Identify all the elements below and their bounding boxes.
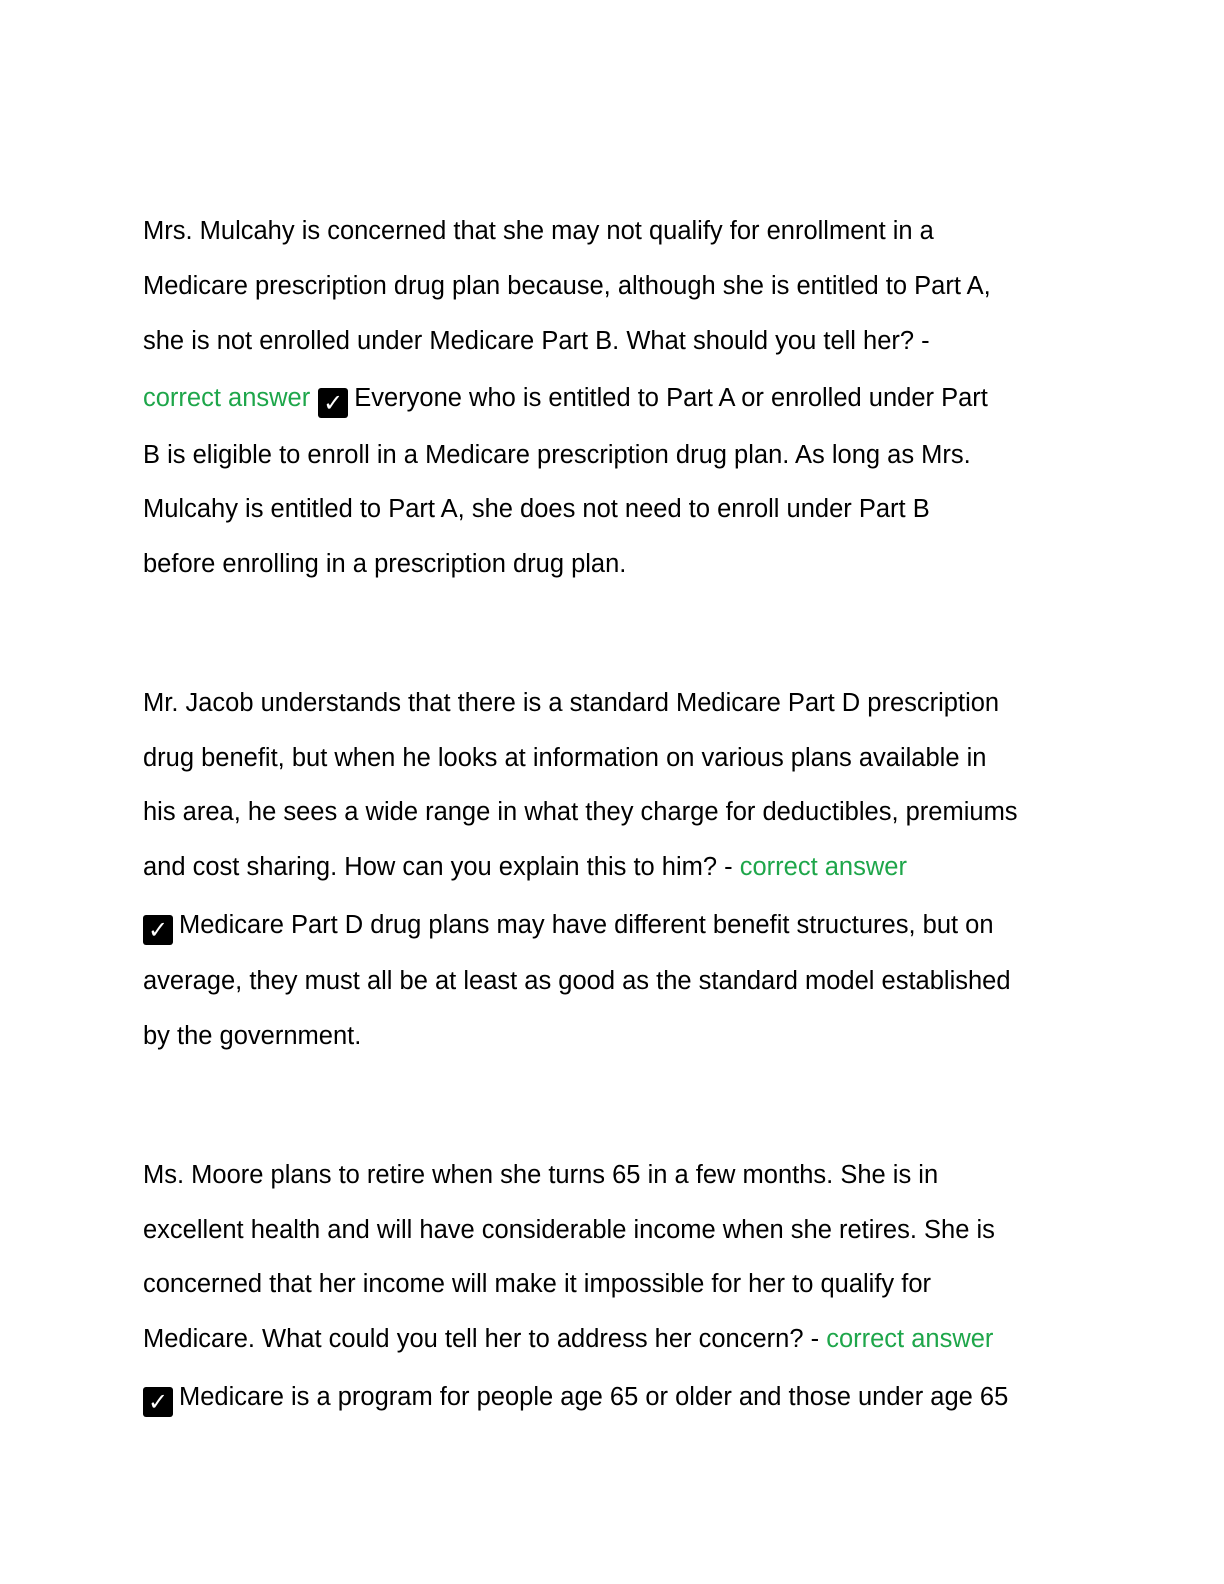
question-line: excellent health and will have considerable income when she retires. She is — [143, 1216, 995, 1244]
answer-line — [143, 1382, 1008, 1417]
answer-text: Medicare Part D drug plans may have different benefit structures, but on — [179, 911, 994, 939]
question-line: Mrs. Mulcahy is concerned that she may not qualify for enrollment in a — [143, 217, 934, 245]
check-mark-icon: ✓ — [143, 1387, 173, 1417]
correct-answer-label: correct answer — [143, 384, 311, 412]
question-line: drug benefit, but when he looks at information on various plans available in — [143, 744, 987, 772]
question-line — [143, 1324, 993, 1354]
question-line: his area, he sees a wide range in what they charge for deductibles, premiums — [143, 798, 1018, 826]
answer-text: Everyone who is entitled to Part A or enrolled under Part — [354, 384, 988, 412]
answer-line: before enrolling in a prescription drug plan. — [143, 550, 627, 578]
answer-line — [143, 383, 988, 418]
answer-line — [143, 910, 994, 945]
answer-line: Mulcahy is entitled to Part A, she does not need to enroll under Part B — [143, 495, 930, 523]
question-line — [143, 852, 907, 882]
question-text: Medicare. What could you tell her to address her concern? - — [143, 1325, 820, 1353]
check-mark-icon: ✓ — [318, 388, 348, 418]
question-line: Mr. Jacob understands that there is a standard Medicare Part D prescription — [143, 689, 1000, 717]
answer-line: by the government. — [143, 1022, 362, 1050]
correct-answer-label: correct answer — [826, 1325, 994, 1353]
answer-text: Medicare is a program for people age 65 or older and those under age 65 — [179, 1383, 1009, 1411]
question-line: Medicare prescription drug plan because, although she is entitled to Part A, — [143, 272, 991, 300]
check-mark-icon: ✓ — [143, 915, 173, 945]
answer-line: average, they must all be at least as good as the standard model established — [143, 967, 1011, 995]
correct-answer-label: correct answer — [739, 853, 907, 881]
question-text: and cost sharing. How can you explain this to him? - — [143, 853, 733, 881]
answer-line: B is eligible to enroll in a Medicare prescription drug plan. As long as Mrs. — [143, 441, 971, 469]
question-line: Ms. Moore plans to retire when she turns 65 in a few months. She is in — [143, 1161, 939, 1189]
question-line: concerned that her income will make it impossible for her to qualify for — [143, 1270, 932, 1298]
question-line: she is not enrolled under Medicare Part B. What should you tell her? - — [143, 327, 930, 355]
